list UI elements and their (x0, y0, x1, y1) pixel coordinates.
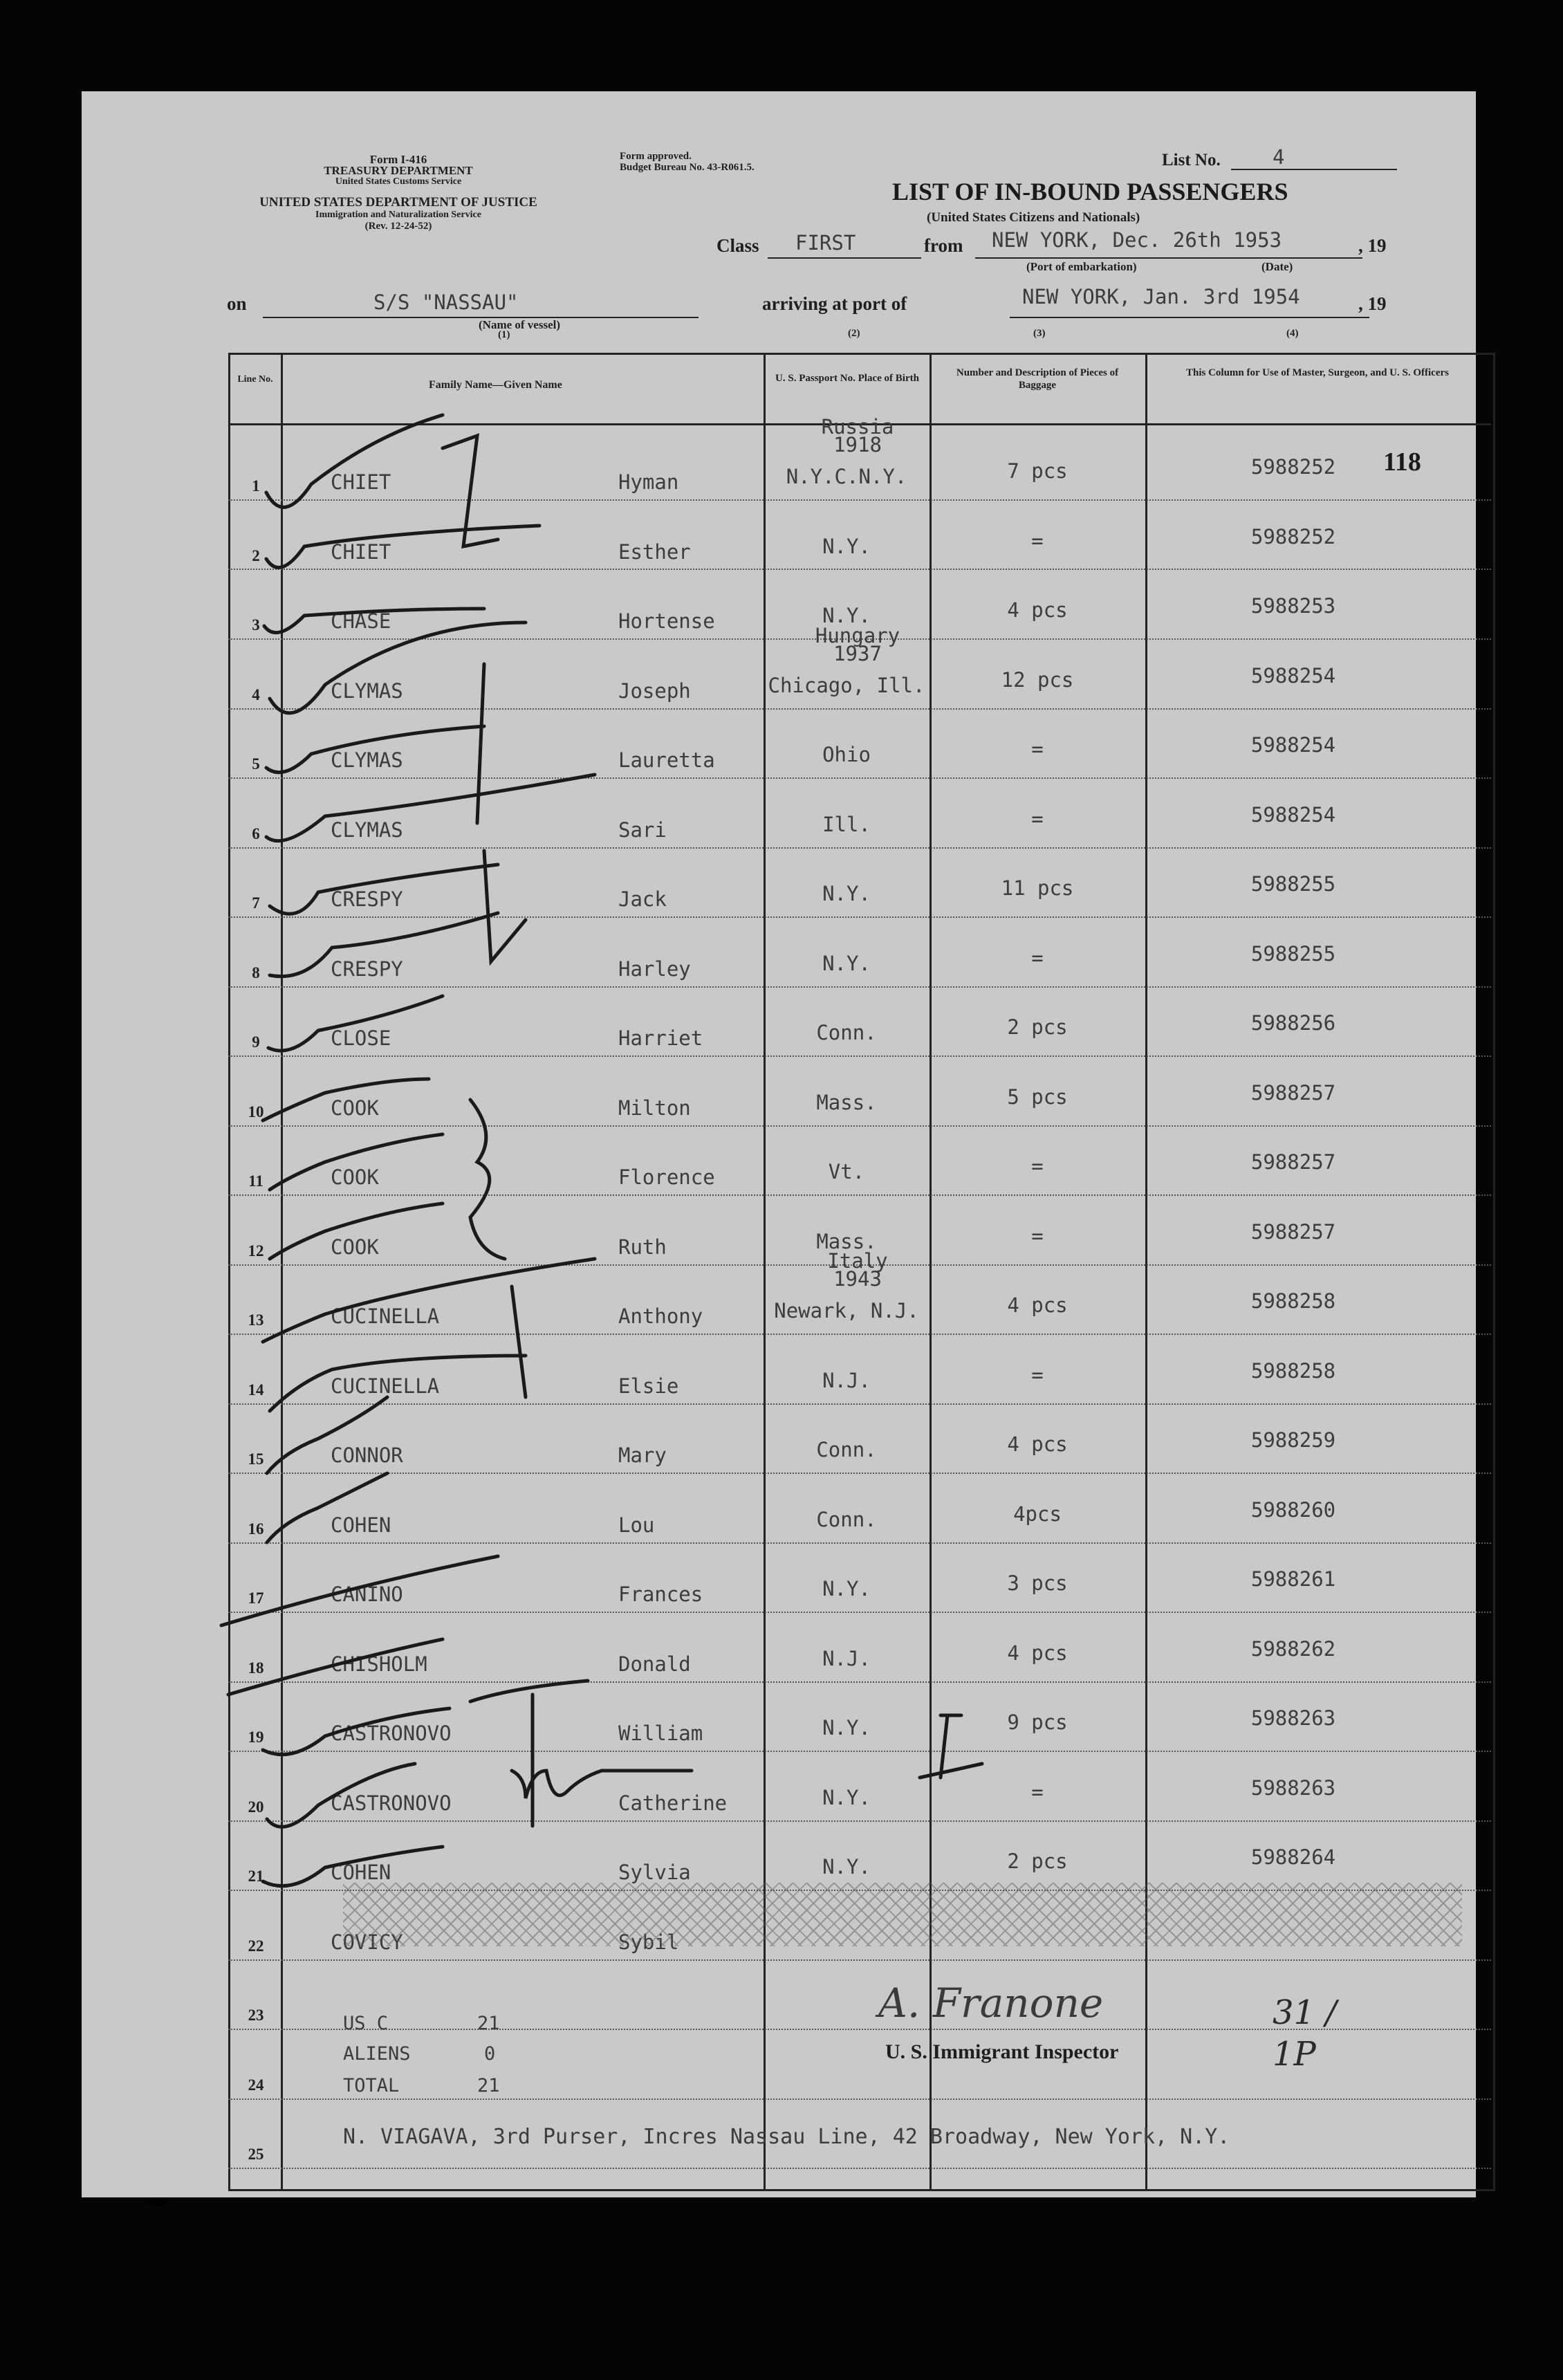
line-number: 8 (252, 963, 260, 981)
baggage: 3 pcs (1007, 1571, 1068, 1595)
line-number: 19 (248, 1728, 264, 1746)
row-rule (228, 2168, 1491, 2169)
officer-number: 5988263 (1250, 1706, 1336, 1730)
baggage: = (1031, 806, 1044, 831)
line-number: 6 (252, 824, 260, 842)
class-underline (768, 257, 921, 259)
total-us-c-value: 21 (477, 2013, 500, 2034)
family-name: CONNOR (331, 1443, 403, 1467)
baggage: 5 pcs (1007, 1085, 1068, 1109)
line-number: 16 (248, 1520, 264, 1538)
family-name: CLYMAS (331, 818, 403, 842)
place-of-birth: N.Y. (822, 534, 871, 558)
budget-bureau: Budget Bureau No. 43-R061.5. (620, 162, 755, 173)
line-number: 3 (252, 616, 260, 634)
baggage: = (1031, 1224, 1044, 1248)
place-of-birth: N.Y. (822, 604, 871, 627)
col-num-3: (3) (1033, 328, 1046, 339)
given-name: Catherine (618, 1791, 728, 1815)
officer-number: 5988261 (1250, 1567, 1336, 1591)
place-of-birth: N.Y.C.N.Y. (786, 465, 907, 488)
line-number: 21 (248, 1867, 264, 1885)
baggage: 4 pcs (1007, 1641, 1068, 1665)
given-name: Elsie (618, 1374, 679, 1398)
officer-number: 5988264 (1250, 1845, 1336, 1869)
given-name: Frances (618, 1583, 703, 1606)
place-of-birth: Conn. (816, 1438, 877, 1461)
col-num-2: (2) (848, 328, 860, 339)
place-of-birth: Vt. (828, 1160, 865, 1183)
row-rule (228, 1681, 1491, 1683)
given-name: Sybil (618, 1930, 679, 1954)
baggage: = (1031, 945, 1044, 970)
given-name: Lauretta (618, 748, 715, 772)
purser-line: N. VIAGAVA, 3rd Purser, Incres Nassau Line, 42 Broadway, New York, N.Y. (343, 2125, 1230, 2149)
officer-number: 5988259 (1250, 1428, 1336, 1452)
family-name: CLOSE (331, 1026, 391, 1050)
given-name: Florence (618, 1165, 715, 1189)
place-of-birth: Mass. (816, 1229, 877, 1253)
birth-country: Italy (827, 1249, 888, 1273)
total-aliens-label: ALIENS (343, 2043, 411, 2065)
row-rule (228, 1612, 1491, 1613)
inspector-signature: A. Franone (878, 1980, 1104, 2027)
doj-label: UNITED STATES DEPARTMENT OF JUSTICE (259, 195, 537, 210)
row-rule (228, 1403, 1491, 1405)
officer-number: 5988257 (1250, 1150, 1336, 1174)
family-name: CASTRONOVO (331, 1791, 452, 1815)
manifest-title: LIST OF IN-BOUND PASSENGERS (892, 178, 1288, 205)
row-rule (228, 1959, 1491, 1961)
family-name: CLYMAS (331, 679, 403, 703)
place-of-birth: N.Y. (822, 1855, 871, 1879)
officer-number: 5988254 (1250, 663, 1336, 688)
total-aliens-value: 0 (484, 2043, 496, 2065)
birth-year: 1937 (833, 641, 882, 665)
line-number: 23 (248, 2007, 264, 2024)
given-name: Milton (618, 1096, 691, 1120)
form-approved: Form approved. (620, 151, 692, 162)
vessel-caption: (Name of vessel) (479, 318, 561, 331)
customs-label: United States Customs Service (335, 176, 462, 187)
revision-label: (Rev. 12-24-52) (364, 221, 432, 232)
line-number: 22 (248, 1937, 264, 1955)
family-name: COOK (331, 1165, 379, 1189)
row-rule (228, 1820, 1491, 1822)
date-caption: (Date) (1261, 260, 1293, 273)
given-name: Jack (618, 887, 667, 911)
family-name: CASTRONOVO (331, 1722, 452, 1745)
officer-number: 5988252 (1250, 455, 1336, 479)
arriving-label: arriving at port of (762, 293, 907, 314)
given-name: Sari (618, 818, 667, 842)
annotation: 31 / 1P (1273, 1993, 1337, 2074)
line-number: 9 (252, 1033, 260, 1051)
place-of-birth: Chicago, Ill. (768, 673, 925, 697)
given-name: Mary (618, 1443, 667, 1467)
officer-number: 5988252 (1250, 524, 1336, 548)
port-embarkation-caption: (Port of embarkation) (1026, 260, 1137, 273)
line-number: 10 (248, 1103, 264, 1120)
col-divider (281, 353, 283, 2189)
col-header-line: Line No. (237, 374, 273, 385)
row-rule (228, 1542, 1491, 1544)
row-rule (228, 2098, 1491, 2100)
col-header-officers: This Column for Use of Master, Surgeon, and U. S. Officers (1185, 367, 1449, 378)
place-of-birth: Ill. (822, 812, 871, 836)
vessel-caption-num: (1) (498, 329, 510, 340)
list-no-label: List No. (1162, 151, 1221, 169)
given-name: Lou (618, 1513, 655, 1537)
place-of-birth: Newark, N.J. (774, 1299, 919, 1322)
given-name: Anthony (618, 1304, 703, 1328)
col-header-baggage: Number and Description of Pieces of Baggage (956, 367, 1119, 391)
place-of-birth: N.Y. (822, 882, 871, 905)
line-number: 20 (248, 1798, 264, 1816)
officer-number: 5988256 (1250, 1011, 1336, 1035)
baggage: 2 pcs (1007, 1015, 1068, 1039)
line-number: 13 (248, 1311, 264, 1329)
family-name: COVICY (331, 1930, 403, 1954)
baggage: = (1031, 1780, 1044, 1804)
inspector-caption: U. S. Immigrant Inspector (885, 2040, 1119, 2063)
place-of-birth: N.Y. (822, 1716, 871, 1740)
line-number: 25 (248, 2146, 264, 2163)
place-of-birth: Conn. (816, 1507, 877, 1531)
margin-number: 118 (1383, 448, 1421, 477)
row-rule (228, 1194, 1491, 1196)
officer-number: 5988255 (1250, 941, 1336, 966)
birth-year: 1918 (833, 433, 882, 456)
given-name: Ruth (618, 1235, 667, 1259)
baggage: = (1031, 1154, 1044, 1178)
family-name: CLYMAS (331, 748, 403, 772)
line-number: 1 (252, 477, 260, 495)
from-value: NEW YORK, Dec. 26th 1953 (992, 228, 1282, 252)
family-name: CUCINELLA (331, 1374, 440, 1398)
family-name: CHIET (331, 470, 391, 494)
given-name: William (618, 1722, 703, 1745)
row-rule (228, 986, 1491, 988)
place-of-birth: N.J. (822, 1368, 871, 1392)
family-name: CRESPY (331, 887, 403, 911)
family-name: CHASE (331, 609, 391, 633)
given-name: Harriet (618, 1026, 703, 1050)
officer-number: 5988258 (1250, 1289, 1336, 1313)
ins-label: Immigration and Naturalization Service (315, 210, 481, 220)
baggage: = (1031, 1363, 1044, 1387)
officer-number: 5988253 (1250, 594, 1336, 618)
birth-year: 1943 (833, 1267, 882, 1291)
officer-number: 5988254 (1250, 802, 1336, 827)
place-of-birth: Mass. (816, 1090, 877, 1114)
from-underline (975, 257, 1362, 259)
line-number: 2 (252, 546, 260, 564)
family-name: CRESPY (331, 957, 403, 981)
line-number: 11 (248, 1172, 263, 1190)
form-id: Form I-416 (369, 153, 427, 166)
place-of-birth: N.Y. (822, 951, 871, 975)
baggage: 9 pcs (1007, 1710, 1068, 1734)
line-number: 24 (248, 2076, 264, 2094)
row-rule (228, 1125, 1491, 1127)
row-rule (228, 777, 1491, 779)
officer-number: 5988260 (1250, 1497, 1336, 1522)
line-number: 5 (252, 755, 260, 773)
baggage: 11 pcs (1001, 876, 1074, 900)
place-of-birth: Ohio (822, 743, 871, 766)
arriving-value: NEW YORK, Jan. 3rd 1954 (1022, 285, 1300, 308)
officer-number: 5988254 (1250, 733, 1336, 757)
given-name: Donald (618, 1652, 691, 1676)
baggage: 4 pcs (1007, 1293, 1068, 1317)
baggage: 2 pcs (1007, 1849, 1068, 1873)
given-name: Harley (618, 957, 691, 981)
baggage: = (1031, 737, 1044, 761)
row-rule (228, 916, 1491, 918)
total-value: 21 (477, 2075, 500, 2096)
given-name: Sylvia (618, 1861, 691, 1884)
row-rule (228, 708, 1491, 710)
row-rule (228, 1473, 1491, 1474)
officer-number: 5988263 (1250, 1775, 1336, 1800)
vessel-value: S/S "NASSAU" (373, 290, 519, 314)
given-name: Hortense (618, 609, 715, 633)
treasury-label: TREASURY DEPARTMENT (324, 164, 473, 177)
place-of-birth: N.Y. (822, 1577, 871, 1600)
class-label: Class (716, 235, 759, 256)
family-name: CANINO (331, 1583, 403, 1606)
row-rule (228, 499, 1491, 501)
col-num-4: (4) (1286, 328, 1299, 339)
line-number: 12 (248, 1242, 264, 1260)
baggage: 12 pcs (1001, 667, 1074, 692)
row-rule (228, 569, 1491, 570)
officer-number: 5988258 (1250, 1358, 1336, 1383)
row-rule (228, 1334, 1491, 1335)
given-name: Esther (618, 539, 691, 564)
family-name: COHEN (331, 1513, 391, 1537)
total-us-c-label: US C (343, 2013, 389, 2034)
place-of-birth: N.J. (822, 1646, 871, 1670)
year-suffix-1: , 19 (1358, 235, 1387, 256)
baggage: 4 pcs (1007, 598, 1068, 622)
manifest-subtitle: (United States Citizens and Nationals) (927, 210, 1140, 225)
given-name: Joseph (618, 679, 691, 703)
year-suffix-2: , 19 (1358, 293, 1387, 314)
row-rule (228, 847, 1491, 849)
cancellation-overtype (343, 1883, 1462, 1946)
family-name: CHIET (331, 539, 391, 564)
place-of-birth: N.Y. (822, 1785, 871, 1809)
family-name: CHISHOLM (331, 1652, 427, 1676)
row-rule (228, 1055, 1491, 1057)
officer-number: 5988255 (1250, 872, 1336, 896)
arriving-underline (1010, 317, 1369, 318)
family-name: COHEN (331, 1861, 391, 1884)
officer-number: 5988257 (1250, 1219, 1336, 1244)
on-label: on (227, 293, 247, 314)
baggage: 4 pcs (1007, 1432, 1068, 1456)
birth-country: Russia (821, 415, 894, 439)
line-number: 18 (248, 1659, 264, 1677)
col-header-passport: U. S. Passport No. Place of Birth (775, 373, 919, 384)
family-name: COOK (331, 1235, 379, 1259)
class-value: FIRST (795, 231, 856, 255)
officer-number: 5988262 (1250, 1636, 1336, 1661)
col-header-name: Family Name—Given Name (429, 379, 562, 391)
line-number: 14 (248, 1381, 264, 1399)
baggage: 4pcs (1013, 1502, 1062, 1526)
from-label: from (924, 235, 963, 256)
family-name: COOK (331, 1096, 379, 1120)
place-of-birth: Conn. (816, 1021, 877, 1044)
list-no-value: 4 (1273, 145, 1285, 169)
list-no-underline (1231, 169, 1397, 170)
total-label: TOTAL (343, 2075, 400, 2096)
birth-country: Hungary (815, 623, 900, 647)
officer-number: 5988257 (1250, 1080, 1336, 1105)
line-number: 4 (252, 685, 260, 703)
baggage: 7 pcs (1007, 459, 1068, 483)
line-number: 15 (248, 1450, 264, 1468)
given-name: Hyman (618, 470, 679, 494)
family-name: CUCINELLA (331, 1304, 440, 1328)
line-number: 17 (248, 1589, 264, 1607)
row-rule (228, 1751, 1491, 1752)
line-number: 7 (252, 894, 260, 912)
baggage: = (1031, 528, 1044, 553)
